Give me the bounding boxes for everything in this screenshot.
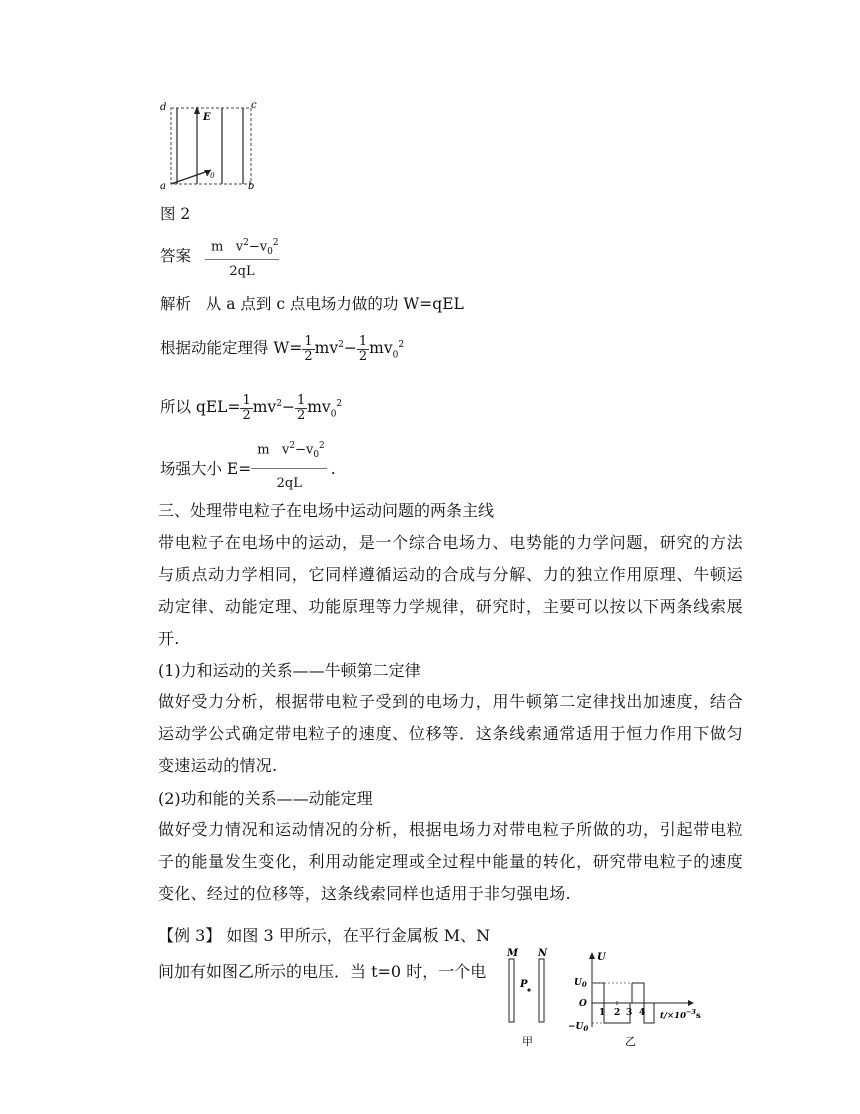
fig2-label-d: d: [160, 102, 167, 113]
svg-text:v0: $v_0$: [205, 169, 215, 180]
fig3-tick-3: 3: [626, 1008, 633, 1018]
particle-dot: [527, 988, 530, 991]
figure-2-diagram: [155, 98, 265, 193]
fig3-axis-t: t/×10: [660, 1011, 686, 1021]
analysis-line-3: 所以 qEL= $\frac{1}{2}$ $mv^2-$ $\frac{1}{2}$ $mv_0^2$: [160, 392, 343, 423]
svg-text:t/×10−3s: $t/\times 10^{-3}s$: [660, 1008, 701, 1021]
analysis-line-4: 场强大小 E= $\frac{m v^2-v_0^2}{2qL}$ .: [160, 445, 336, 495]
item-2-text: 做好受力情况和运动情况的分析，根据电场力对带电粒子所做的功，引起带电粒子的能量发生变化，利用动能定理或全过程中能量的转化，研究带电粒子的速度变化、经过的位移等，这条线索同样也适用于非匀强电场.: [158, 820, 743, 903]
fig3-tick-2: 2: [614, 1008, 621, 1018]
section-3-intro: 带电粒子在电场中的运动，是一个综合电场力、电势能的力学问题，研究的方法与质点动力学相同，它同样遵循运动的合成与分解、力的独立作用原理、牛顿运动定律、动能定理、功能原理等力学规律，研究时，主要可以按以下两条线索展开.: [158, 533, 743, 648]
figure-2-caption: 图 2: [160, 205, 191, 223]
answer-formula: $\frac{m v^2-v_0^2}{2qL}$: [205, 238, 285, 279]
fig3-label-U: U: [597, 952, 606, 963]
fig3-tick-1: 1: [599, 1008, 606, 1018]
fig2-label-v0: v: [205, 169, 211, 179]
fig3-caption-jia: 甲: [522, 1035, 533, 1048]
figure-3-diagram: [500, 945, 715, 1055]
fig3-caption-yi: 乙: [625, 1035, 636, 1048]
fig3-label-negU0: −U: [568, 1022, 584, 1032]
example-3-line-1: 【例 3】 如图 3 甲所示，在平行金属板 M、N: [158, 926, 491, 945]
fig3-label-N: N: [538, 948, 548, 959]
fig2-label-c: c: [251, 100, 257, 111]
fig3-tick-4: 4: [639, 1008, 646, 1018]
analysis-line-1: 解析 从 a 点到 c 点电场力做的功 W=qEL: [160, 295, 464, 313]
analysis-line-2: 根据动能定理得 W= $\frac{1}{2}$ $mv^2-$ $\frac{1}{2}$ $mv_0^2$: [160, 333, 405, 364]
example-3-line-2: 间加有如图乙所示的电压．当 t=0 时，一个电: [158, 962, 487, 981]
fig3-label-U0: U: [574, 978, 582, 988]
fig2-label-b: b: [248, 181, 255, 192]
section-3-heading: 三、处理带电粒子在电场中运动问题的两条主线: [158, 501, 495, 520]
fig3-label-M: M: [507, 948, 519, 959]
fig3-label-O: O: [579, 999, 587, 1009]
fig3-label-P: P: [520, 979, 528, 990]
item-1-title: (1)力和运动的关系——牛顿第二定律: [158, 661, 421, 680]
item-2-title: (2)功和能的关系——动能定理: [158, 789, 373, 808]
svg-text:U0: $U_0$: [574, 978, 587, 989]
answer-label: 答案: [160, 247, 192, 265]
fig2-label-a: a: [160, 181, 166, 192]
item-1-text: 做好受力分析，根据带电粒子受到的电场力，用牛顿第二定律找出加速度，结合运动学公式确定带电粒子的速度、位移等．这条线索通常适用于恒力作用下做匀变速运动的情况.: [158, 692, 743, 775]
svg-text:−U0: $-U_0$: [568, 1022, 589, 1033]
fig2-label-E: E: [203, 112, 211, 123]
